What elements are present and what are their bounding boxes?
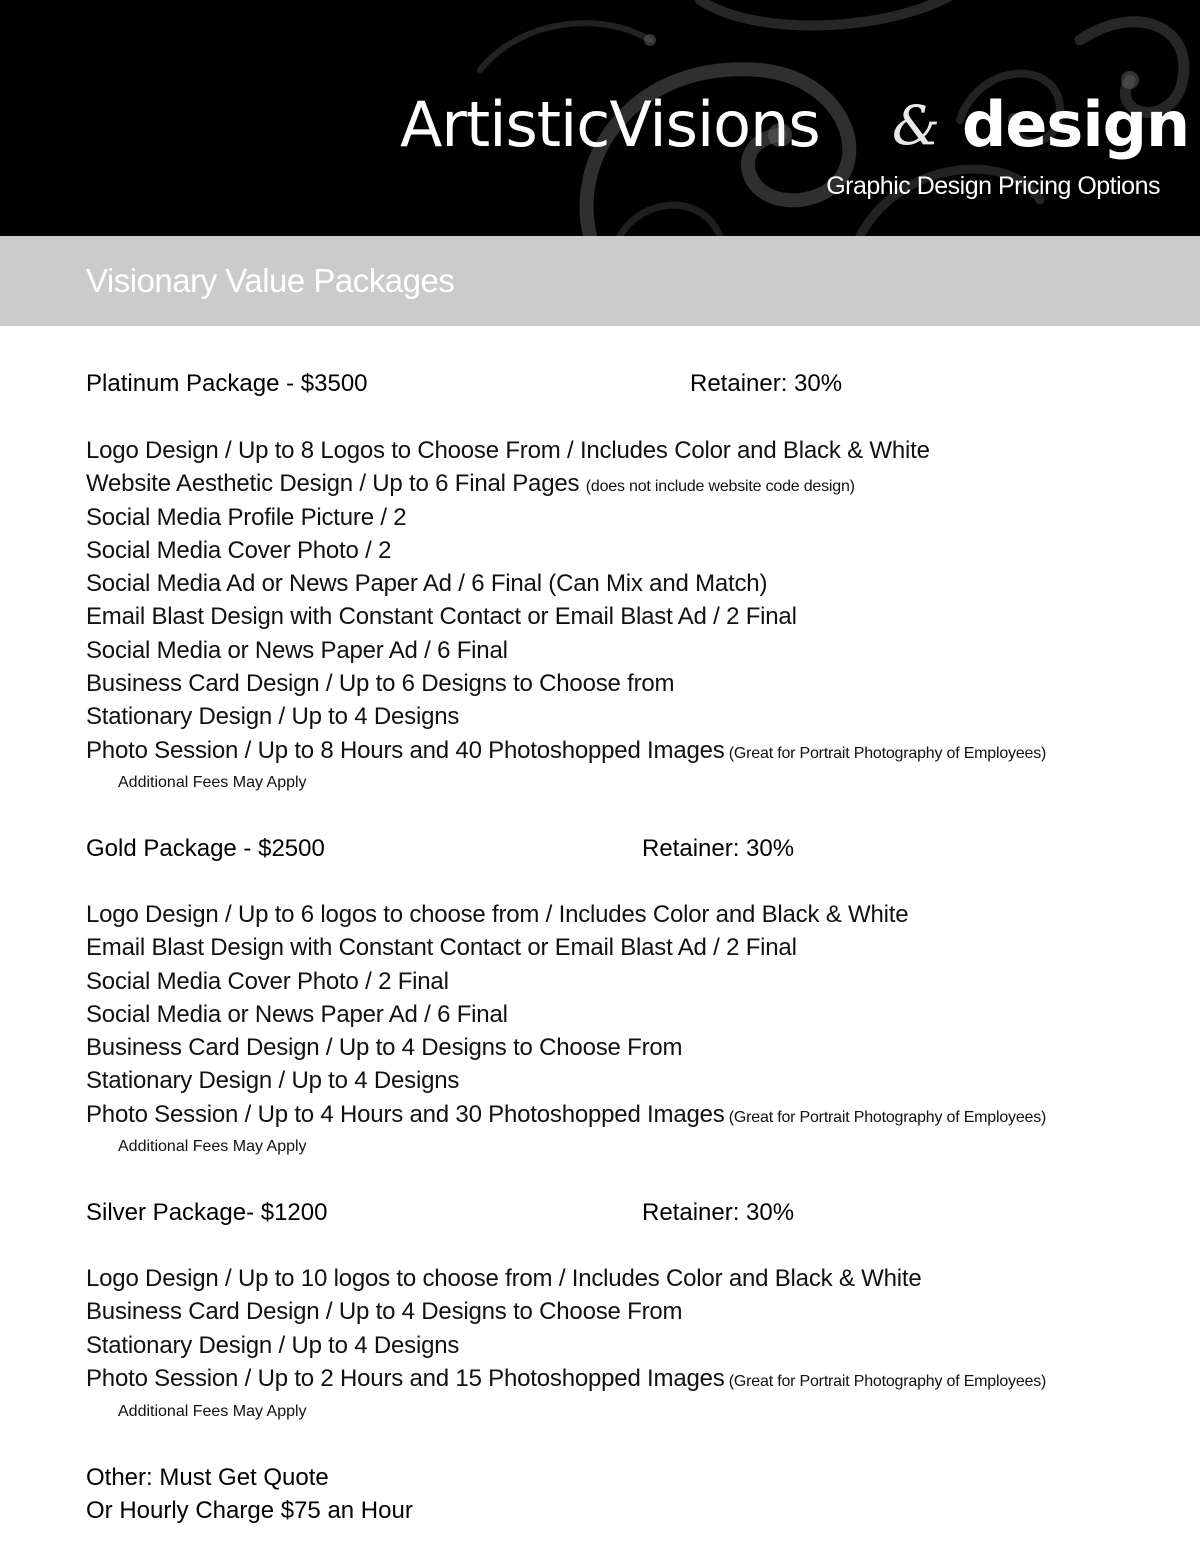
gold-retainer: Retainer: 30% [642, 835, 795, 862]
platinum-item-list [86, 434, 1046, 767]
section-band [0, 236, 1200, 326]
header-banner [0, 0, 1200, 236]
list-item: Stationary Design / Up to 4 Designs [86, 1067, 460, 1095]
list-item: Social Media or News Paper Ad / 6 Final [86, 636, 508, 664]
item-note: (does not include website code design) [585, 478, 855, 496]
silver-item-list [86, 1262, 1046, 1395]
list-item: Social Media or News Paper Ad / 6 Final [86, 1000, 508, 1028]
gold-item-list [86, 898, 1046, 1131]
list-item: Social Media Ad or News Paper Ad / 6 Final (Can Mix and Match) [86, 570, 768, 598]
list-item: Business Card Design / Up to 4 Designs to Choose From [86, 1298, 683, 1326]
platinum-package-title: Platinum Package - $3500 [86, 370, 368, 397]
list-item: Business Card Design / Up to 6 Designs to Choose from [86, 670, 675, 698]
list-item: Social Media Cover Photo / 2 [86, 536, 392, 564]
list-item: Photo Session / Up to 8 Hours and 40 Photoshopped Images (Great for Portrait Photography of Employees) [86, 736, 1047, 764]
brand-logo [400, 88, 1190, 168]
list-item: Business Card Design / Up to 4 Designs to Choose From [86, 1034, 683, 1062]
brand-ampersand: & [892, 94, 941, 157]
platinum-retainer: Retainer: 30% [690, 370, 843, 397]
list-item: Social Media Profile Picture / 2 [86, 503, 407, 531]
list-item: Stationary Design / Up to 4 Designs [86, 1331, 460, 1359]
list-item: Stationary Design / Up to 4 Designs [86, 703, 460, 731]
silver-package-title: Silver Package- $1200 [86, 1199, 328, 1226]
list-item: Photo Session / Up to 2 Hours and 15 Photoshopped Images (Great for Portrait Photography of Employees) [86, 1364, 1047, 1392]
gold-package-title: Gold Package - $2500 [86, 835, 325, 862]
section-title: Visionary Value Packages [86, 262, 455, 299]
brand-name-part2: design [962, 88, 1190, 161]
brand-name-part1: ArtisticVisions [400, 88, 820, 161]
list-item: Photo Session / Up to 4 Hours and 30 Photoshopped Images (Great for Portrait Photography of Employees) [86, 1100, 1047, 1128]
list-item: Logo Design / Up to 6 logos to choose from / Includes Color and Black & White [86, 901, 909, 928]
silver-retainer: Retainer: 30% [642, 1199, 795, 1226]
silver-fees-note: Additional Fees May Apply [118, 1403, 307, 1420]
gold-fees-note: Additional Fees May Apply [118, 1138, 307, 1155]
other-quote-line: Other: Must Get Quote [86, 1464, 329, 1491]
list-item: Logo Design / Up to 8 Logos to Choose From / Includes Color and Black & White [86, 437, 930, 464]
header-subtitle: Graphic Design Pricing Options [826, 172, 1160, 200]
hourly-charge-line: Or Hourly Charge $75 an Hour [86, 1497, 413, 1524]
list-item: Email Blast Design with Constant Contact or Email Blast Ad / 2 Final [86, 603, 797, 631]
item-note: (Great for Portrait Photography of Employees) [724, 1108, 1047, 1126]
item-note: (Great for Portrait Photography of Employees) [724, 744, 1047, 762]
platinum-fees-note: Additional Fees May Apply [118, 774, 307, 791]
list-item: Website Aesthetic Design / Up to 6 Final Pages (does not include website code design) [86, 470, 855, 498]
list-item: Email Blast Design with Constant Contact or Email Blast Ad / 2 Final [86, 934, 797, 962]
item-note: (Great for Portrait Photography of Employees) [724, 1372, 1047, 1390]
list-item: Logo Design / Up to 10 logos to choose from / Includes Color and Black & White [86, 1265, 922, 1292]
list-item: Social Media Cover Photo / 2 Final [86, 967, 449, 995]
